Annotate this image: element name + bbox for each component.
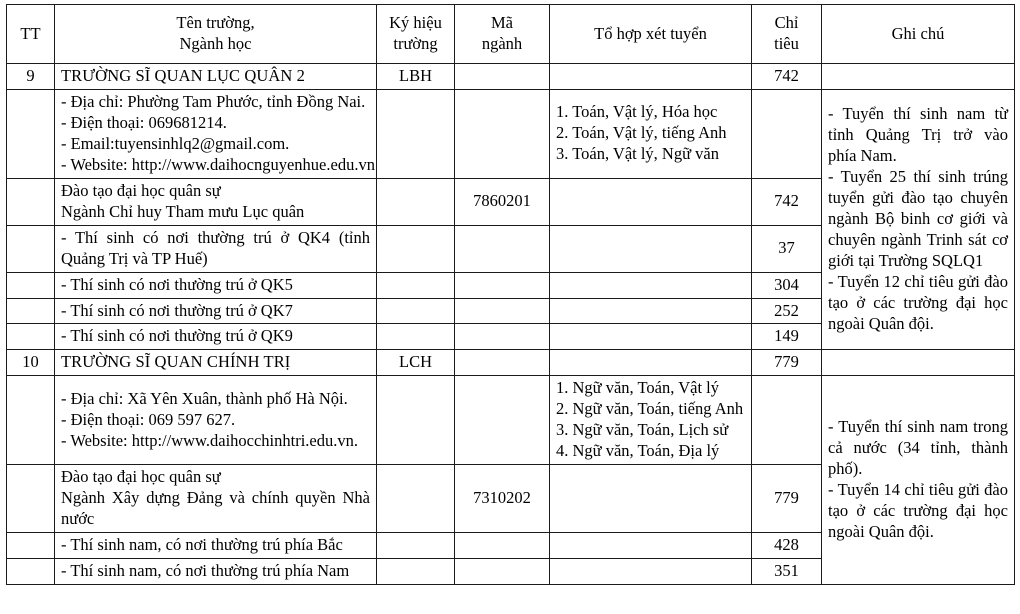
combination-empty	[550, 350, 752, 376]
major-code: 7860201	[455, 178, 550, 225]
program-line-major: Ngành Chỉ huy Tham mưu Lục quân	[61, 201, 305, 221]
program-line-degree: Đào tạo đại học quân sự	[61, 467, 221, 487]
school-quota: 779	[752, 350, 822, 376]
school-symbol: LBH	[377, 64, 455, 90]
contact-website: - Website: http://www.daihocchinhtri.edu.vn.	[61, 430, 358, 450]
major-code-empty	[455, 324, 550, 350]
table-header	[7, 5, 1015, 64]
note-empty	[822, 350, 1015, 376]
note-paragraph: - Tuyển 25 thí sinh trúng tuyển gửi đào tạo chuyên ngành Bộ binh cơ giới và chuyên ngành Trinh sát cơ giới tại Trường SQLQ1	[828, 167, 1008, 271]
contact-address: - Địa chỉ: Xã Yên Xuân, thành phố Hà Nội.	[61, 388, 348, 408]
candidate-region-quota: 37	[752, 225, 822, 272]
combination-empty	[550, 298, 752, 324]
school-contact-block	[55, 89, 377, 178]
major-code-empty	[455, 64, 550, 90]
row-index-empty	[7, 533, 55, 559]
note-paragraph: - Tuyển thí sinh nam trong cả nước (34 tỉnh, thành phố).	[828, 417, 1008, 479]
school-note-block	[822, 89, 1015, 349]
combination-option: 2. Ngữ văn, Toán, tiếng Anh	[556, 399, 744, 419]
candidate-region-label: - Thí sinh có nơi thường trú ở QK7	[55, 298, 377, 324]
program-quota: 779	[752, 465, 822, 533]
candidate-region-label: - Thí sinh có nơi thường trú ở QK5	[55, 272, 377, 298]
major-code-empty	[455, 272, 550, 298]
candidate-region-label: - Thí sinh nam, có nơi thường trú phía Nam	[55, 559, 377, 585]
header-subject-combination	[550, 5, 752, 64]
combination-empty	[550, 272, 752, 298]
row-index: 10	[7, 350, 55, 376]
major-code-empty	[455, 533, 550, 559]
header-school-name-line2: Ngành học	[179, 34, 252, 53]
school-name: TRƯỜNG SĨ QUAN LỤC QUÂN 2	[55, 64, 377, 90]
header-code-line2: ngành	[481, 34, 523, 53]
combination-option: 1. Ngữ văn, Toán, Vật lý	[556, 378, 719, 398]
school-symbol: LCH	[377, 350, 455, 376]
header-tt-label: TT	[20, 23, 41, 43]
major-code-empty	[455, 350, 550, 376]
header-quota-line2: tiêu	[774, 34, 799, 53]
combination-option: 3. Toán, Vật lý, Ngữ văn	[556, 144, 719, 164]
row-index-empty	[7, 465, 55, 533]
note-paragraph: - Tuyển 12 chỉ tiêu gửi đào tạo ở các trường đại học ngoài Quân đội.	[828, 272, 1008, 333]
school-symbol-empty	[377, 272, 455, 298]
school-name: TRƯỜNG SĨ QUAN CHÍNH TRỊ	[55, 350, 377, 376]
header-school-symbol	[377, 5, 455, 64]
school-symbol-empty	[377, 533, 455, 559]
note-empty	[822, 64, 1015, 90]
school-symbol-empty	[377, 225, 455, 272]
school-symbol-empty	[377, 559, 455, 585]
header-quota	[752, 5, 822, 64]
table-row	[7, 89, 1015, 178]
program-line-major: Ngành Xây dựng Đảng và chính quyền Nhà nước	[61, 488, 370, 529]
contact-phone: - Điện thoại: 069681214.	[61, 112, 227, 132]
admissions-table	[6, 4, 1015, 585]
header-row	[7, 5, 1015, 64]
program-line-degree: Đào tạo đại học quân sự	[61, 180, 221, 200]
candidate-region-label: - Thí sinh nam, có nơi thường trú phía Bắc	[55, 533, 377, 559]
program-name-cell	[55, 465, 377, 533]
subject-combination-block	[550, 376, 752, 465]
school-symbol-empty	[377, 376, 455, 465]
school-quota: 742	[752, 64, 822, 90]
major-code-empty	[455, 376, 550, 465]
school-symbol-empty	[377, 324, 455, 350]
row-index-empty	[7, 89, 55, 178]
candidate-region-quota: 252	[752, 298, 822, 324]
candidate-region-quota: 149	[752, 324, 822, 350]
contact-phone: - Điện thoại: 069 597 627.	[61, 409, 236, 429]
row-index-empty	[7, 225, 55, 272]
subject-combination-block	[550, 89, 752, 178]
row-index-empty	[7, 376, 55, 465]
header-note	[822, 5, 1015, 64]
major-code: 7310202	[455, 465, 550, 533]
candidate-region-label: - Thí sinh có nơi thường trú ở QK9	[55, 324, 377, 350]
combination-option: 3. Ngữ văn, Toán, Lịch sử	[556, 420, 729, 440]
header-code-line1: Mã	[491, 13, 513, 33]
table-row	[7, 64, 1015, 90]
program-quota: 742	[752, 178, 822, 225]
header-symbol-line2: trường	[393, 34, 438, 53]
combination-empty	[550, 324, 752, 350]
combination-empty	[550, 178, 752, 225]
combination-empty	[550, 465, 752, 533]
major-code-empty	[455, 89, 550, 178]
table-body	[7, 64, 1015, 585]
header-school-name	[55, 5, 377, 64]
major-code-empty	[455, 298, 550, 324]
program-name-cell	[55, 178, 377, 225]
major-code-empty	[455, 559, 550, 585]
table-row	[7, 350, 1015, 376]
contact-address: - Địa chỉ: Phường Tam Phước, tỉnh Đồng Nai.	[61, 91, 366, 111]
quota-empty	[752, 376, 822, 465]
combination-option: 1. Toán, Vật lý, Hóa học	[556, 102, 718, 122]
combination-option: 2. Toán, Vật lý, tiếng Anh	[556, 123, 727, 143]
header-school-name-line1: Tên trường,	[176, 13, 255, 33]
combination-option: 4. Ngữ văn, Toán, Địa lý	[556, 441, 720, 461]
school-symbol-empty	[377, 465, 455, 533]
note-paragraph: - Tuyển 14 chỉ tiêu gửi đào tạo ở các trường đại học ngoài Quân đội.	[828, 480, 1008, 542]
candidate-region-quota: 428	[752, 533, 822, 559]
school-note-block	[822, 376, 1015, 585]
quota-empty	[752, 89, 822, 178]
header-quota-line1: Chỉ	[774, 13, 799, 33]
contact-email: - Email:tuyensinhlq2@gmail.com.	[61, 133, 290, 153]
school-contact-block	[55, 376, 377, 465]
header-combination-label: Tổ hợp xét tuyển	[594, 23, 707, 43]
row-index-empty	[7, 178, 55, 225]
candidate-region-label: - Thí sinh có nơi thường trú ở QK4 (tỉnh Quảng Trị và TP Huế)	[55, 225, 377, 272]
school-symbol-empty	[377, 178, 455, 225]
header-symbol-line1: Ký hiệu	[389, 13, 442, 33]
combination-empty	[550, 225, 752, 272]
candidate-region-quota: 304	[752, 272, 822, 298]
candidate-region-quota: 351	[752, 559, 822, 585]
school-symbol-empty	[377, 89, 455, 178]
note-paragraph: - Tuyển thí sinh nam từ tỉnh Quảng Trị trở vào phía Nam.	[828, 104, 1008, 166]
combination-empty	[550, 533, 752, 559]
contact-website: - Website: http://www.daihocnguyenhue.edu.vn	[61, 154, 375, 174]
school-symbol-empty	[377, 298, 455, 324]
table-row	[7, 376, 1015, 465]
header-tt	[7, 5, 55, 64]
row-index-empty	[7, 298, 55, 324]
row-index: 9	[7, 64, 55, 90]
header-major-code	[455, 5, 550, 64]
major-code-empty	[455, 225, 550, 272]
row-index-empty	[7, 559, 55, 585]
combination-empty	[550, 559, 752, 585]
header-note-label: Ghi chú	[891, 23, 945, 43]
combination-empty	[550, 64, 752, 90]
row-index-empty	[7, 324, 55, 350]
row-index-empty	[7, 272, 55, 298]
